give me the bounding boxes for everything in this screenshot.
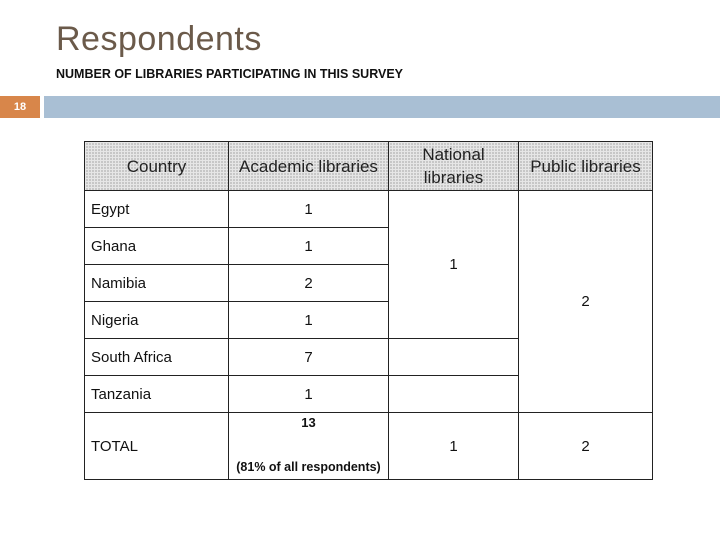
cell-total-public: 2 xyxy=(519,413,653,480)
header-national: National libraries xyxy=(389,142,519,191)
cell-academic: 1 xyxy=(229,228,389,265)
total-row xyxy=(85,413,653,480)
cell-country: Ghana xyxy=(85,228,229,265)
cell-national-merged: 1 xyxy=(389,191,519,339)
cell-total-academic xyxy=(229,413,389,480)
cell-country: Tanzania xyxy=(85,376,229,413)
cell-academic: 1 xyxy=(229,376,389,413)
cell-academic: 1 xyxy=(229,191,389,228)
slide-subtitle: NUMBER OF LIBRARIES PARTICIPATING IN THIS SURVEY xyxy=(56,67,404,81)
cell-national-empty xyxy=(389,376,519,413)
respondents-table xyxy=(84,141,653,480)
table-header-row xyxy=(85,142,653,191)
cell-country: Egypt xyxy=(85,191,229,228)
cell-national-empty xyxy=(389,339,519,376)
header-academic: Academic libraries xyxy=(229,142,389,191)
table-row xyxy=(85,191,653,228)
cell-country: South Africa xyxy=(85,339,229,376)
header-country: Country xyxy=(85,142,229,191)
page-number-badge: 18 xyxy=(0,96,40,118)
cell-country: Namibia xyxy=(85,265,229,302)
cell-public-merged: 2 xyxy=(519,191,653,413)
slide-title: Respondents xyxy=(56,20,262,58)
cell-country: Nigeria xyxy=(85,302,229,339)
cell-academic: 7 xyxy=(229,339,389,376)
cell-academic: 2 xyxy=(229,265,389,302)
cell-total-national: 1 xyxy=(389,413,519,480)
total-academic-note: (81% of all respondents) xyxy=(236,460,381,474)
header-bar xyxy=(44,96,720,118)
cell-academic: 1 xyxy=(229,302,389,339)
cell-total-label: TOTAL xyxy=(85,413,229,480)
total-academic-value: 13 xyxy=(301,415,316,430)
header-public: Public libraries xyxy=(519,142,653,191)
